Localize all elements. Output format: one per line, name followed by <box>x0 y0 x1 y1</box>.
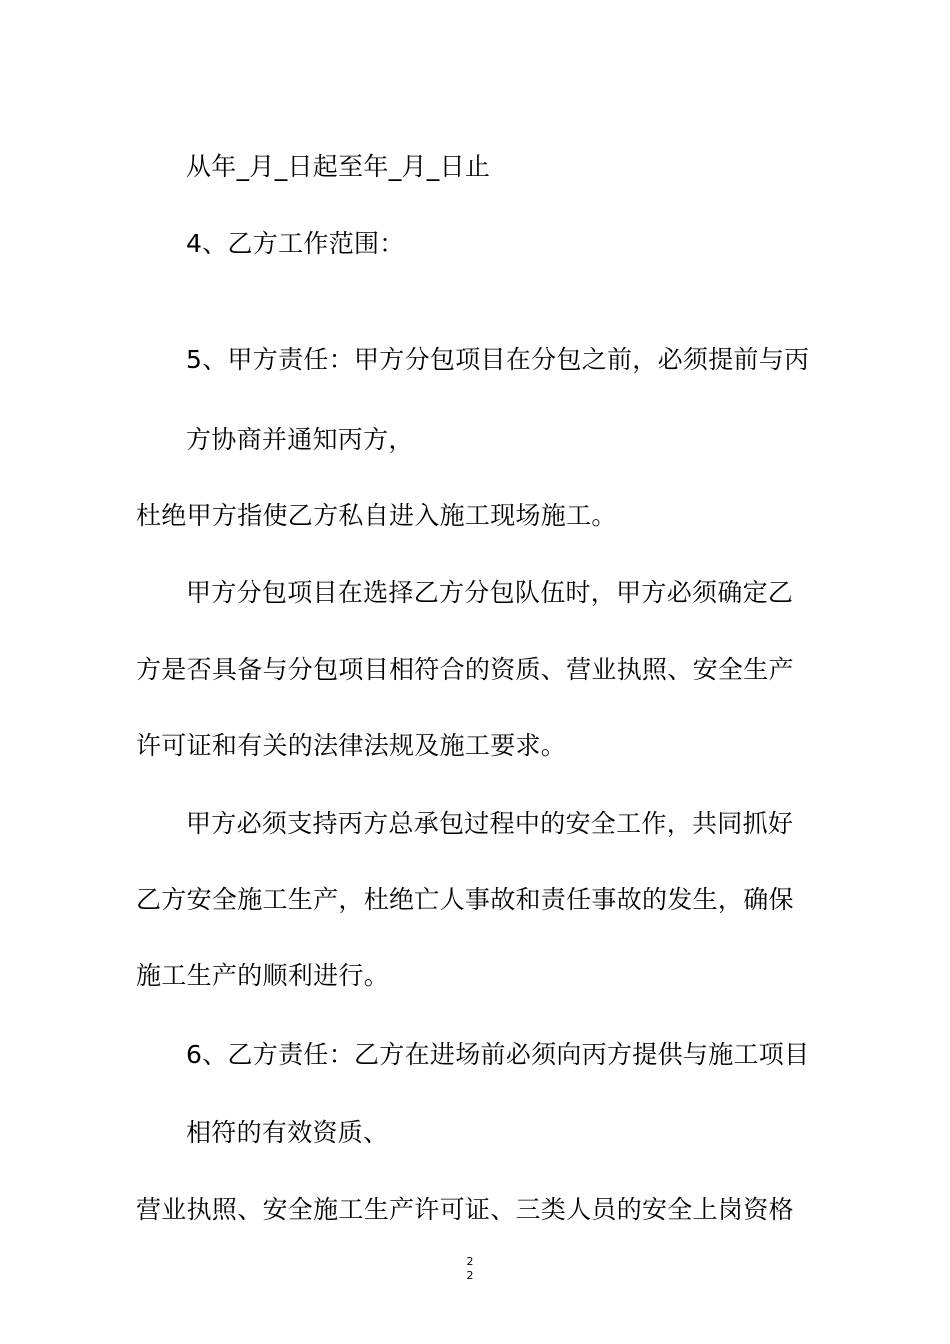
page-number-top: 2 <box>466 1255 474 1268</box>
paragraph-line-9: 甲方必须支持丙方总承包过程中的安全工作，共同抓好 <box>186 809 794 838</box>
paragraph-line-5: 杜绝甲方指使乙方私自进入施工现场施工。 <box>136 501 617 530</box>
paragraph-line-7: 方是否具备与分包项目相符合的资质、营业执照、安全生产 <box>136 655 794 684</box>
paragraph-line-3: 5、甲方责任：甲方分包项目在分包之前，必须提前与丙 <box>186 345 810 374</box>
paragraph-line-11: 施工生产的顺利进行。 <box>136 961 390 990</box>
page-number-bottom: 2 <box>466 1269 474 1282</box>
paragraph-line-14: 营业执照、安全施工生产许可证、三类人员的安全上岗资格 <box>136 1195 794 1224</box>
paragraph-line-4: 方协商并通知丙方， <box>186 425 414 454</box>
paragraph-line-12: 6、乙方责任：乙方在进场前必须向丙方提供与施工项目 <box>186 1040 810 1069</box>
paragraph-line-6: 甲方分包项目在选择乙方分包队伍时，甲方必须确定乙 <box>186 578 794 607</box>
paragraph-line-10: 乙方安全施工生产，杜绝亡人事故和责任事故的发生，确保 <box>136 885 794 914</box>
paragraph-line-2: 4、乙方工作范围： <box>186 229 405 258</box>
paragraph-line-8: 许可证和有关的法律法规及施工要求。 <box>136 731 567 760</box>
paragraph-line-13: 相符的有效资质、 <box>186 1118 389 1147</box>
paragraph-line-1: 从年_月_日起至年_月_日止 <box>186 152 491 181</box>
